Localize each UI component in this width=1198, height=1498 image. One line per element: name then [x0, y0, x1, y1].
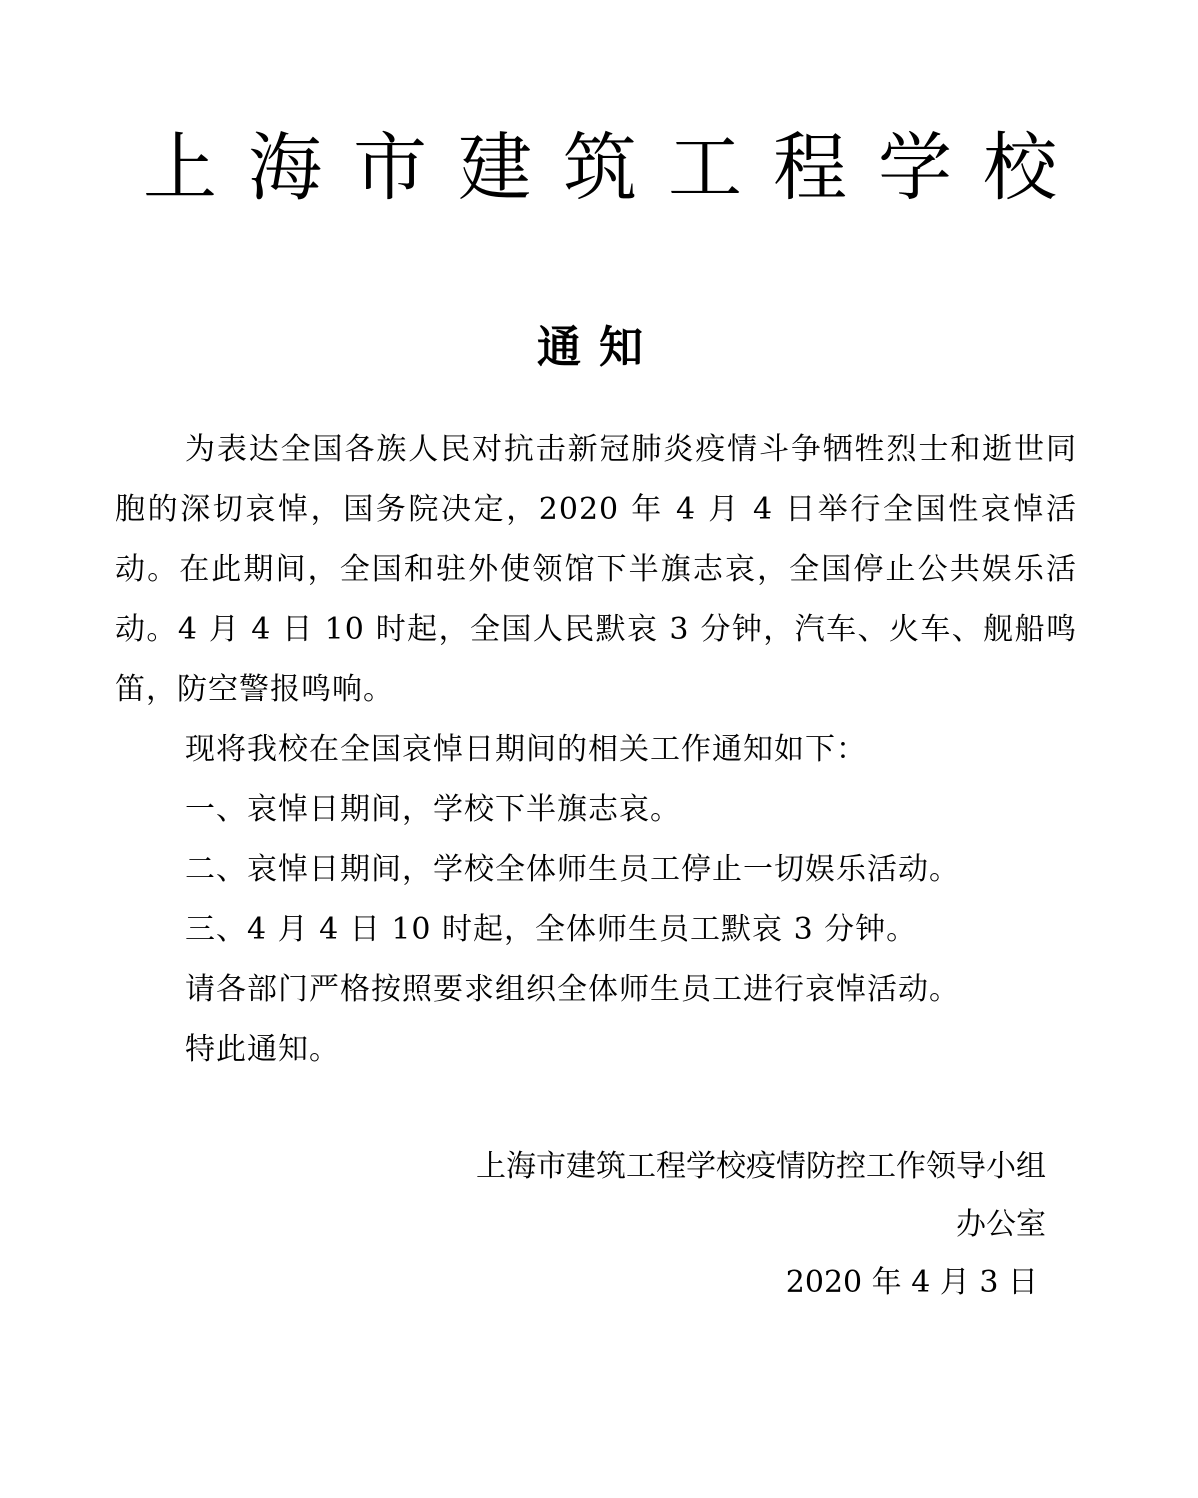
- org-header-char: 上: [143, 125, 217, 211]
- org-header-char: 学: [878, 125, 952, 211]
- signature-block: [476, 1138, 1046, 1312]
- signature-date: 2020 年 4 月 3 日: [785, 1265, 1038, 1300]
- body-paragraph-lead: 现将我校在全国哀悼日期间的相关工作通知如下：: [185, 732, 867, 767]
- body-item-3: 三、4 月 4 日 10 时起，全体师生员工默哀 3 分钟。: [185, 912, 918, 947]
- org-header-char: 建: [458, 125, 532, 211]
- organization-header: [140, 118, 1060, 218]
- org-header-char: 筑: [563, 125, 637, 211]
- body-item-1: 一、哀悼日期间，学校下半旗志哀。: [185, 792, 681, 827]
- org-header-char: 工: [668, 125, 742, 211]
- notice-body: [115, 420, 1077, 1080]
- org-header-char: 程: [773, 125, 847, 211]
- org-header-char: 海: [248, 125, 322, 211]
- body-paragraph-intro: 为表达全国各族人民对抗击新冠肺炎疫情斗争牺牲烈士和逝世同胞的深切哀悼，国务院决定，2020 年 4 月 4 日举行全国性哀悼活动。在此期间，全国和驻外使领馆下半旗志哀，全国停止公共娱乐活动。4 月 4 日 10 时起，全国人民默哀 3 分钟，汽车、火车、舰船鸣笛，防空警报鸣响。: [115, 432, 1077, 707]
- org-header-char: 市: [353, 125, 427, 211]
- org-header-char: 校: [983, 125, 1057, 211]
- body-paragraph-request: 请各部门严格按照要求组织全体师生员工进行哀悼活动。: [185, 972, 960, 1007]
- signature-org: 上海市建筑工程学校疫情防控工作领导小组: [476, 1149, 1046, 1184]
- body-paragraph-closing: 特此通知。: [185, 1032, 340, 1067]
- body-item-2: 二、哀悼日期间，学校全体师生员工停止一切娱乐活动。: [185, 852, 960, 887]
- signature-office: 办公室: [956, 1207, 1046, 1242]
- notice-title: 通知: [537, 322, 661, 373]
